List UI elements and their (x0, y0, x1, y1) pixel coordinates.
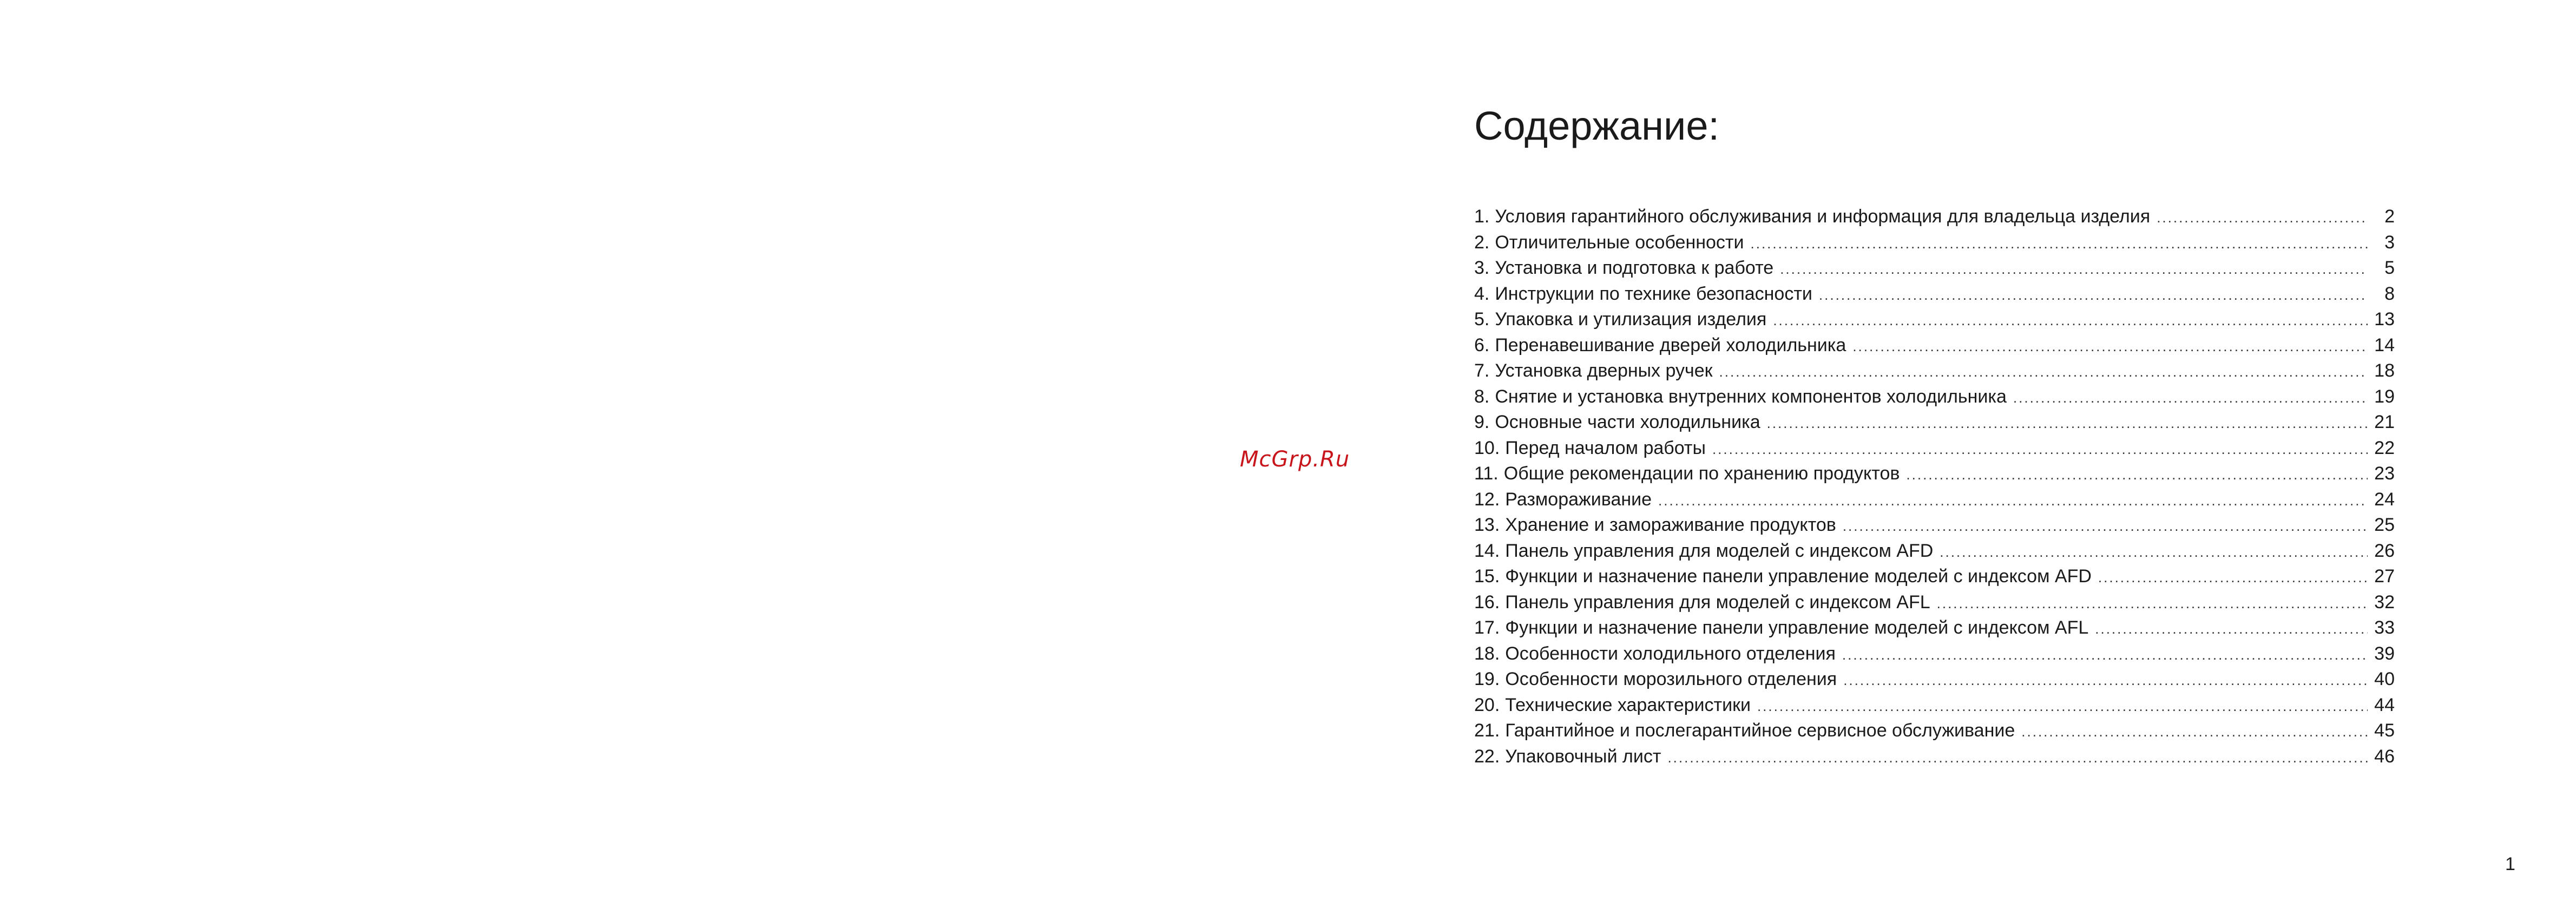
toc-item[interactable] (1474, 566, 2395, 592)
toc-item-title: Размораживание (1505, 489, 1652, 510)
toc-dot-leader (1843, 518, 2368, 535)
toc-dot-leader (2021, 723, 2368, 740)
toc-item-number: 20. (1474, 694, 1500, 715)
toc-dot-leader (2098, 569, 2368, 586)
toc-item[interactable] (1474, 412, 2395, 438)
toc-dot-leader (1843, 672, 2368, 689)
toc-item-number: 2. (1474, 232, 1490, 253)
toc-item-number: 18. (1474, 643, 1500, 664)
toc-item-title: Панель управления для моделей с индексом AFL (1505, 591, 1930, 613)
toc-item[interactable] (1474, 284, 2395, 310)
toc-item[interactable] (1474, 669, 2395, 695)
toc-dot-leader (1719, 364, 2368, 380)
toc-item-number: 5. (1474, 309, 1490, 330)
toc-item-page: 3 (2384, 232, 2395, 253)
toc-item-title: Инструкции по технике безопасности (1495, 283, 1812, 304)
toc-item-title: Условия гарантийного обслуживания и информация для владельца изделия (1495, 206, 2151, 227)
toc-item-page: 19 (2374, 386, 2395, 407)
toc-item-title: Перед началом работы (1505, 437, 1706, 458)
toc-item-page: 45 (2374, 720, 2395, 741)
toc-item-title: Особенности морозильного отделения (1505, 669, 1837, 689)
toc-item[interactable] (1474, 232, 2395, 258)
toc-dot-leader (1712, 441, 2368, 458)
toc-item[interactable] (1474, 515, 2395, 541)
toc-item-page: 23 (2374, 463, 2395, 484)
toc-item-title: Функции и назначение панели управление моделей с индексом AFL (1505, 617, 2089, 638)
toc-item-page: 18 (2374, 360, 2395, 381)
toc-item-page: 33 (2374, 617, 2395, 638)
toc-item-number: 19. (1474, 669, 1500, 689)
toc-item-number: 22. (1474, 746, 1500, 767)
table-of-contents (1474, 206, 2395, 772)
toc-item-page: 2 (2384, 206, 2395, 227)
toc-item-title: Установка и подготовка к работе (1495, 258, 1774, 278)
toc-item[interactable] (1474, 258, 2395, 284)
toc-item[interactable] (1474, 463, 2395, 489)
toc-item-title: Снятие и установка внутренних компонентов холодильника (1495, 386, 2007, 407)
toc-dot-leader (1751, 235, 2368, 252)
toc-item-title: Функции и назначение панели управление моделей с индексом AFD (1505, 566, 2092, 587)
toc-item-number: 1. (1474, 206, 1490, 227)
toc-item-page: 26 (2374, 540, 2395, 561)
toc-item-title: Общие рекомендации по хранению продуктов (1503, 463, 1900, 484)
toc-item-title: Основные части холодильника (1495, 412, 1760, 432)
toc-item-page: 8 (2384, 283, 2395, 304)
toc-dot-leader (1773, 312, 2368, 329)
toc-item[interactable] (1474, 695, 2395, 721)
toc-item-page: 39 (2374, 643, 2395, 664)
toc-dot-leader (1842, 647, 2368, 663)
toc-item-page: 5 (2384, 258, 2395, 278)
toc-dot-leader (1757, 698, 2368, 715)
toc-dot-leader (2013, 390, 2368, 406)
toc-item-number: 12. (1474, 489, 1500, 510)
toc-item-title: Технические характеристики (1505, 694, 1751, 715)
toc-item-number: 10. (1474, 437, 1500, 458)
page-title: Содержание: (1474, 103, 1720, 148)
toc-dot-leader (1940, 544, 2368, 561)
toc-item[interactable] (1474, 746, 2395, 772)
toc-item-number: 9. (1474, 412, 1490, 432)
toc-item-page: 32 (2374, 591, 2395, 613)
toc-item-number: 6. (1474, 334, 1490, 356)
toc-item-page: 27 (2374, 566, 2395, 587)
toc-item-title: Панель управления для моделей с индексом AFD (1505, 540, 1934, 561)
toc-item[interactable] (1474, 720, 2395, 746)
toc-item-page: 14 (2374, 334, 2395, 356)
toc-item[interactable] (1474, 360, 2395, 386)
toc-item-page: 25 (2374, 515, 2395, 535)
page-number: 1 (2505, 854, 2515, 874)
toc-item[interactable] (1474, 541, 2395, 567)
toc-item-title: Отличительные особенности (1495, 232, 1744, 253)
toc-item-page: 13 (2374, 309, 2395, 330)
toc-dot-leader (1852, 338, 2368, 355)
watermark-label: McGrp.Ru (1240, 447, 1350, 472)
toc-item-number: 7. (1474, 360, 1490, 381)
toc-item-page: 24 (2374, 489, 2395, 510)
toc-item-page: 21 (2374, 412, 2395, 432)
toc-item-title: Установка дверных ручек (1495, 360, 1713, 381)
toc-item[interactable] (1474, 592, 2395, 618)
toc-item-number: 13. (1474, 515, 1500, 535)
toc-item-page: 22 (2374, 437, 2395, 458)
toc-item-title: Упаковочный лист (1505, 746, 1661, 767)
toc-item[interactable] (1474, 206, 2395, 232)
toc-item-title: Особенности холодильного отделения (1505, 643, 1836, 664)
toc-dot-leader (1658, 492, 2368, 509)
toc-item-title: Упаковка и утилизация изделия (1495, 309, 1767, 330)
toc-item[interactable] (1474, 335, 2395, 361)
toc-item-number: 14. (1474, 540, 1500, 561)
toc-dot-leader (2157, 209, 2368, 226)
toc-item-number: 4. (1474, 283, 1490, 304)
toc-item-title: Гарантийное и послегарантийное сервисное обслуживание (1505, 720, 2015, 741)
toc-dot-leader (1780, 261, 2368, 278)
toc-item[interactable] (1474, 386, 2395, 412)
toc-item-title: Хранение и замораживание продуктов (1505, 515, 1836, 535)
toc-item-number: 11. (1474, 463, 1499, 484)
toc-dot-leader (1667, 749, 2368, 766)
toc-item-number: 16. (1474, 591, 1500, 613)
toc-item[interactable] (1474, 438, 2395, 464)
toc-dot-leader (1819, 287, 2368, 304)
toc-dot-leader (1937, 595, 2368, 612)
toc-item-title: Перенавешивание дверей холодильника (1495, 334, 1846, 356)
toc-dot-leader (1906, 466, 2368, 483)
toc-item[interactable] (1474, 489, 2395, 515)
toc-item-page: 40 (2374, 669, 2395, 689)
toc-dot-leader (2095, 621, 2368, 637)
toc-dot-leader (1767, 415, 2368, 432)
toc-item-number: 3. (1474, 258, 1490, 278)
toc-item[interactable] (1474, 309, 2395, 335)
toc-item-page: 46 (2374, 746, 2395, 767)
toc-item-number: 17. (1474, 617, 1500, 638)
toc-item[interactable] (1474, 643, 2395, 669)
toc-item-number: 15. (1474, 566, 1500, 587)
toc-item-number: 21. (1474, 720, 1500, 741)
toc-item-number: 8. (1474, 386, 1490, 407)
toc-item[interactable] (1474, 617, 2395, 643)
toc-item-page: 44 (2374, 694, 2395, 715)
